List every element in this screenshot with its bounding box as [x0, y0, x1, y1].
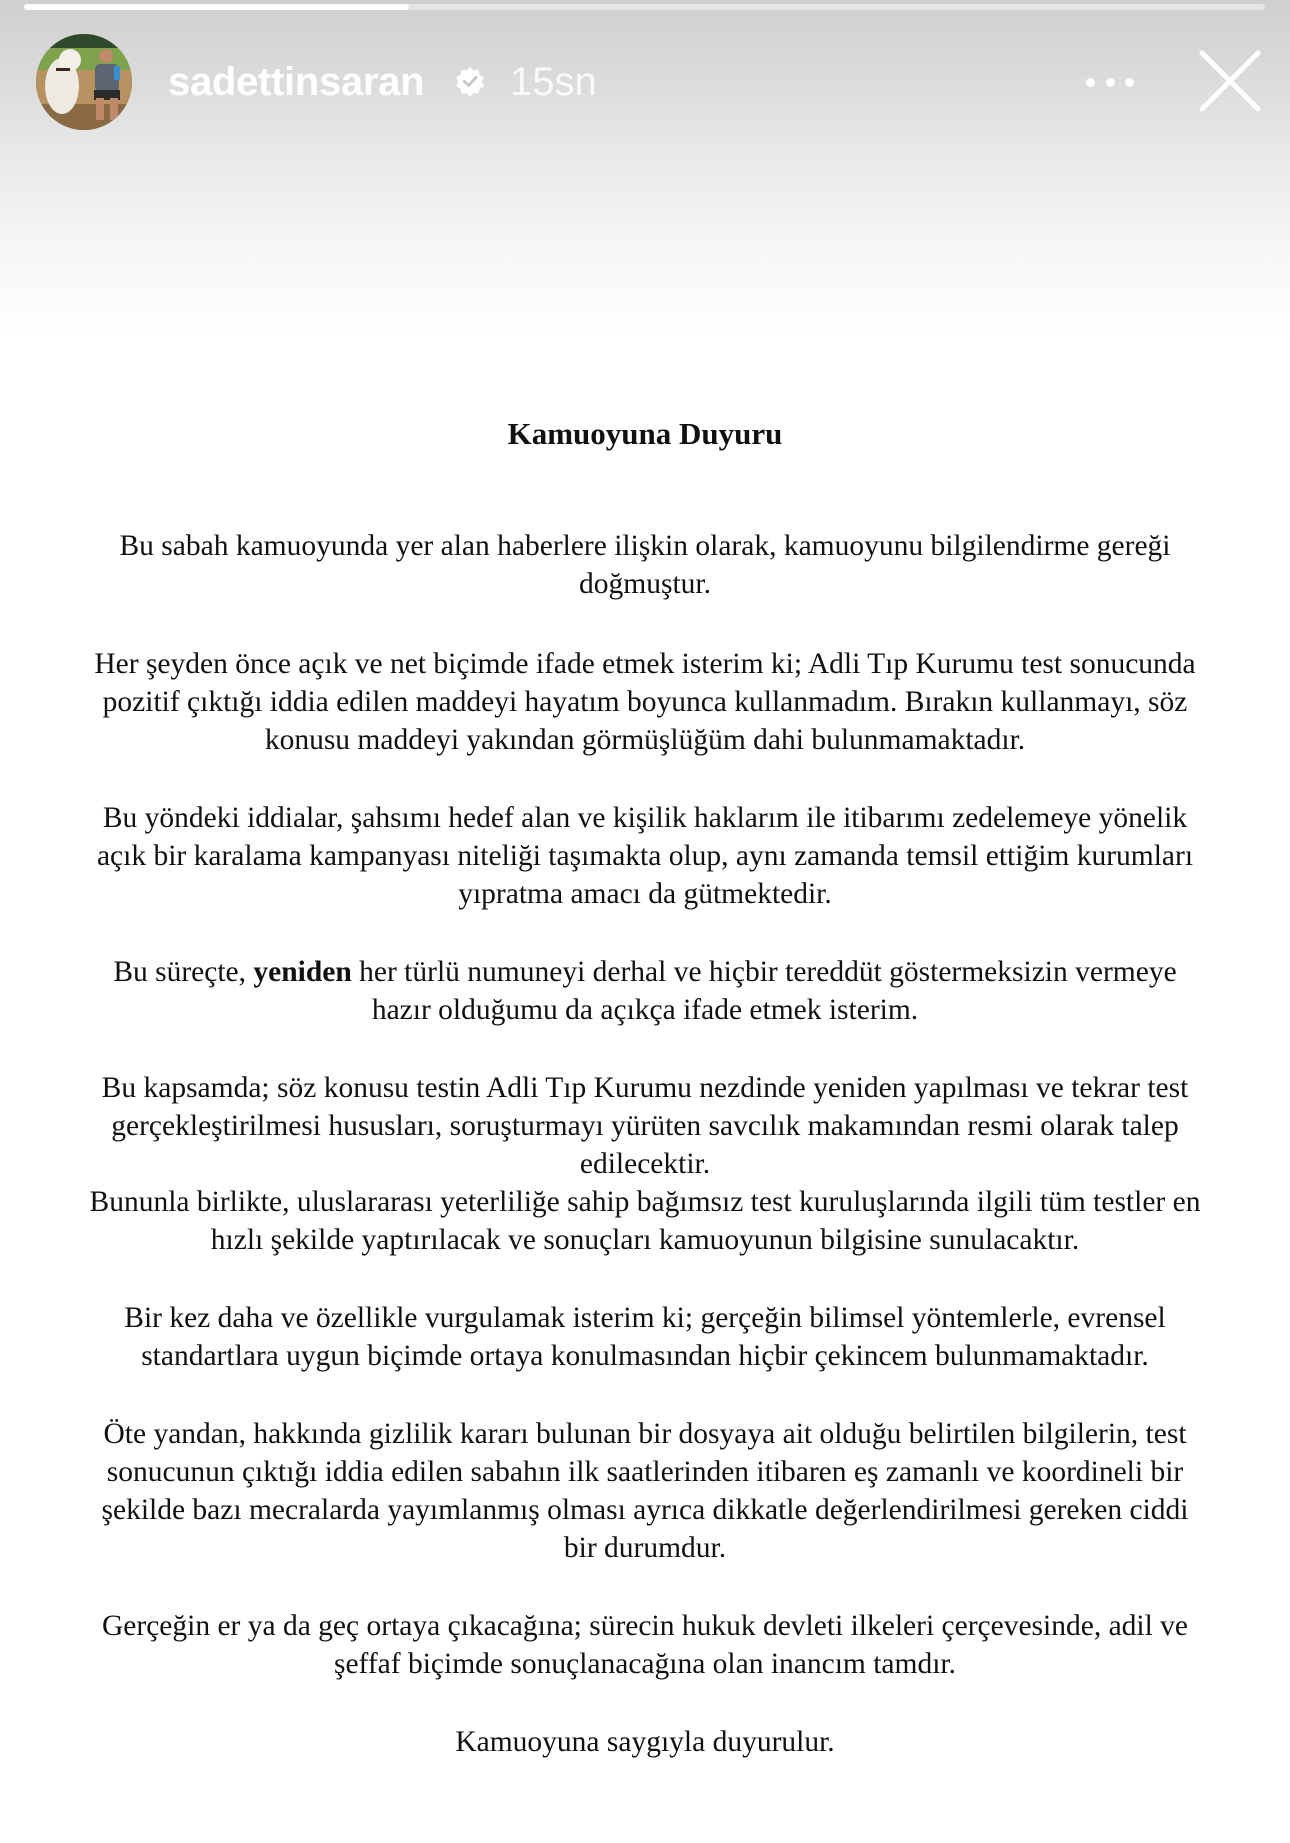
text-segment: her türlü numuneyi derhal ve hiçbir tereddüt göstermeksizin vermeye	[351, 956, 1177, 988]
story-progress-fill	[24, 4, 409, 10]
paragraph-7	[0, 1415, 1290, 1567]
paragraph-line: doğmuştur.	[579, 568, 711, 600]
more-options-button[interactable]	[1080, 66, 1140, 98]
verified-badge-icon	[455, 66, 485, 96]
paragraph-line: Her şeyden önce açık ve net biçimde ifade etmek isterim ki; Adli Tıp Kurumu test sonucunda	[94, 648, 1196, 680]
paragraph-5	[0, 1069, 1290, 1259]
paragraph-line: Gerçeğin er ya da geç ortaya çıkacağına; sürecin hukuk devleti ilkeleri çerçevesinde, adil ve	[101, 1610, 1189, 1642]
paragraph-line: hazır olduğumu da açıkça ifade etmek isterim.	[371, 994, 919, 1026]
paragraph-2	[0, 645, 1290, 759]
paragraph-line: yıpratma amacı da gütmektedir.	[458, 878, 832, 910]
emphasized-word: yeniden	[253, 956, 352, 988]
paragraph-line: bir durumdur.	[563, 1532, 727, 1564]
paragraph-line: şekilde bazı mecralarda yayımlanmış olması ayrıca dikkatle değerlendirilmesi gereken ciddi	[101, 1494, 1189, 1526]
story-progress-bar	[24, 4, 1265, 10]
paragraph-line: şeffaf biçimde sonuçlanacağına olan inancım tamdır.	[333, 1648, 956, 1680]
paragraph-line: gerçekleştirilmesi hususları, soruşturmayı yürüten savcılık makamından resmi olarak talep	[111, 1110, 1179, 1142]
paragraph-line: Öte yandan, hakkında gizlilik kararı bulunan bir dosyaya ait olduğu belirtilen bilgilerin, test	[103, 1418, 1187, 1450]
paragraph-line: edilecektir.	[579, 1148, 711, 1180]
more-horizontal-icon	[1125, 78, 1134, 87]
username-link[interactable]: sadettinsaran	[168, 60, 425, 104]
closing-line	[0, 1723, 1290, 1761]
paragraph-line: pozitif çıktığı iddia edilen maddeyi hayatım boyunca kullanmadım. Bırakın kullanmayı, söz	[102, 686, 1188, 718]
more-horizontal-icon	[1086, 78, 1095, 87]
paragraph-line: Bir kez daha ve özellikle vurgulamak isterim ki; gerçeğin bilimsel yöntemlerle, evrensel	[124, 1302, 1166, 1334]
paragraph-line: açık bir karalama kampanyası niteliği taşımakta olup, aynı zamanda temsil ettiğim kurumları	[96, 840, 1194, 872]
paragraph-line: standartlara uygun biçimde ortaya konulmasından hiçbir çekincem bulunmamaktadır.	[141, 1340, 1149, 1372]
paragraph-line: Bu sabah kamuoyunda yer alan haberlere ilişkin olarak, kamuoyunu bilgilendirme gereği	[119, 530, 1171, 562]
avatar[interactable]	[36, 34, 132, 130]
story-timestamp: 15sn	[510, 60, 597, 104]
paragraph-4	[0, 953, 1290, 1029]
header-gradient-overlay	[0, 0, 1290, 340]
paragraph-line: Kamuoyuna saygıyla duyurulur.	[455, 1726, 835, 1758]
paragraph-line: Bu yöndeki iddialar, şahsımı hedef alan ve kişilik haklarım ile itibarımı zedelemeye yönelik	[102, 802, 1188, 834]
paragraph-6	[0, 1299, 1290, 1375]
paragraph-line	[0, 953, 1290, 991]
close-button[interactable]	[1196, 48, 1264, 114]
paragraph-8	[0, 1607, 1290, 1683]
text-segment: Bu süreçte,	[113, 956, 254, 988]
paragraph-line: Bu kapsamda; söz konusu testin Adli Tıp Kurumu nezdinde yeniden yapılması ve tekrar test	[101, 1072, 1189, 1104]
document-title: Kamuoyuna Duyuru	[507, 416, 783, 451]
paragraph-line: sonucunun çıktığı iddia edilen sabahın ilk saatlerinden itibaren eş zamanlı ve koordineli bir	[106, 1456, 1184, 1488]
close-icon	[1202, 53, 1258, 109]
paragraph-line: Bununla birlikte, uluslararası yeterliliğe sahip bağımsız test kuruluşlarında ilgili tüm testler en	[89, 1186, 1201, 1218]
profile-photo-icon	[36, 34, 132, 130]
paragraph-line: konusu maddeyi yakından görmüşlüğüm dahi bulunmamaktadır.	[264, 724, 1026, 756]
paragraph-3	[0, 799, 1290, 913]
paragraph-line: hızlı şekilde yaptırılacak ve sonuçları kamuoyunun bilgisine sunulacaktır.	[210, 1224, 1080, 1256]
paragraph-1	[0, 527, 1290, 603]
more-horizontal-icon	[1106, 78, 1115, 87]
